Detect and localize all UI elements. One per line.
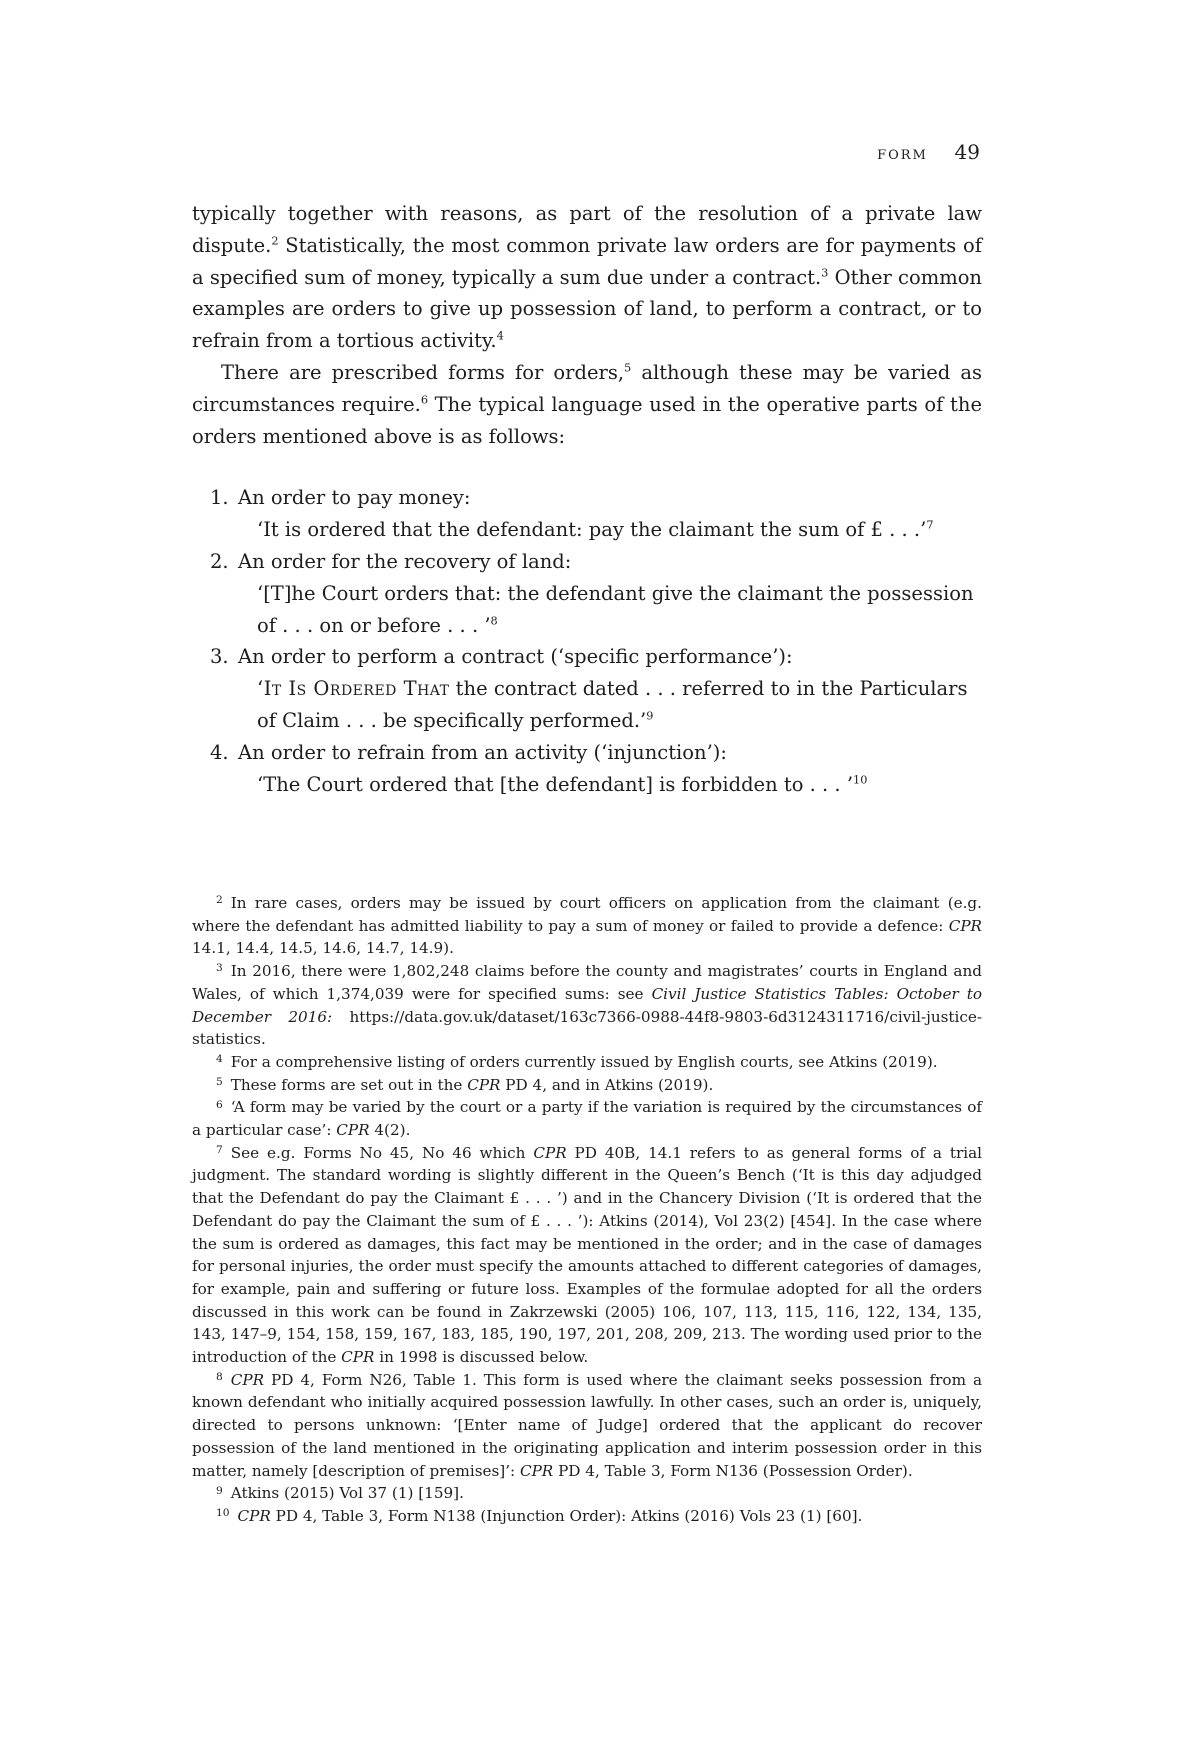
footnote-number: 8	[216, 1369, 223, 1383]
footnote-4	[192, 1051, 982, 1074]
footnote-ref-3: 3	[821, 266, 829, 280]
footnote-italic: CPR	[948, 916, 982, 935]
footnote-italic: CPR	[237, 1506, 271, 1525]
footnote-7	[192, 1142, 982, 1369]
footnote-8	[192, 1369, 982, 1483]
paragraph-1	[192, 198, 982, 357]
paragraph-1-text: Other common examples are orders to give up possession of land, to perform a contract, or to refrain from a tortious activity.	[192, 265, 982, 353]
list-item	[192, 737, 982, 801]
footnote-ref-4: 4	[496, 329, 504, 343]
footnote-italic: CPR	[533, 1143, 567, 1162]
footnote-italic: Civil Justice Statistics Tables: October to December 2016:	[192, 984, 983, 1026]
footnote-text: In rare cases, orders may be issued by court officers on application from the claimant (e.g. where the defendant has admitted liability to pay a sum of money or failed to provide a defence:	[192, 894, 982, 935]
footnote-text: Atkins (2015) Vol 37 (1) [159].	[230, 1484, 464, 1503]
footnote-number: 5	[216, 1074, 223, 1088]
footnote-9	[192, 1482, 982, 1505]
list-item-number: 4.	[210, 740, 229, 764]
order-quote: the contract dated . . . referred to in the Particulars of Claim . . . be specifically performed.’	[257, 677, 968, 732]
footnote-6	[192, 1096, 982, 1141]
paragraph-2-text: There are prescribed forms for orders,	[221, 360, 625, 384]
footnotes	[192, 892, 982, 1528]
footnote-text: 4(2).	[369, 1121, 411, 1140]
list-item	[192, 482, 982, 546]
footnote-text: 14.1, 14.4, 14.5, 14.6, 14.7, 14.9).	[192, 939, 454, 958]
paragraph-1-text: Statistically, the most common private law orders are for payments of a specified sum of money, typically a sum due under a contract.	[192, 233, 982, 289]
order-list	[192, 482, 982, 800]
list-item-label: An order to pay money:	[238, 486, 471, 510]
order-quote: ‘[T]he Court orders that: the defendant give the claimant the possession of . . . on or before . . . ’	[257, 581, 974, 637]
paragraph-1-text: typically together with reasons, as part of the resolution of a private law dispute.	[192, 202, 982, 257]
footnote-number: 6	[216, 1097, 223, 1111]
footnote-text: These forms are set out in the	[230, 1075, 468, 1094]
footnote-italic: CPR	[519, 1461, 554, 1480]
footnote-text: ‘A form may be varied by the court or a party if the variation is required by the circumstances of a particular case’:	[192, 1098, 982, 1140]
footnote-ref-8: 8	[490, 614, 498, 628]
footnote-text: In 2016, there were 1,802,248 claims before the county and magistrates’ courts in England and Wales, of which 1,374,039 were for specified sums: see	[192, 962, 982, 1003]
running-head	[0, 140, 980, 164]
footnote-number: 2	[216, 893, 223, 907]
footnote-italic: CPR	[336, 1121, 370, 1140]
footnote-ref-9: 9	[646, 709, 654, 723]
list-item-number: 2.	[210, 549, 229, 573]
footnote-text: See e.g. Forms No 45, No 46 which	[230, 1143, 534, 1162]
footnote-5	[192, 1074, 982, 1097]
page-number: 49	[954, 140, 980, 164]
footnote-italic: CPR	[467, 1075, 501, 1094]
list-item	[192, 546, 982, 641]
paragraph-2-text: The typical language used in the operative parts of the orders mentioned above is as follows:	[192, 392, 982, 448]
order-quote-smallcaps: ‘It Is Ordered That	[257, 677, 450, 701]
footnote-ref-5: 5	[624, 361, 632, 375]
paragraph-2-text: although these may be varied as circumstances require.	[192, 360, 982, 416]
footnote-text: PD 4, Table 3, Form N136 (Possession Order).	[553, 1461, 913, 1480]
footnote-text: PD 40B, 14.1 refers to as general forms of a trial judgment. The standard wording is slightly different in the Queen’s Bench (‘It is this day adjudged that the Defendant do pay the Claimant £ . . . ’) and in the Chancery Division (‘It is ordered that the Defendant do pay the Claimant the sum of £ . . . ’): Atkins (2014), Vol 23(2) [454]. In the case where the sum is ordered as damages, this fact may be mentioned in the order; and in the case of damages for personal injuries, the order must specify the amounts attached to different categories of damages, for example, pain and suffering or future loss. Examples of the formulae adopted for all the orders discussed in this work can be found in Zakrzewski (2005) 106, 107, 113, 115, 116, 122, 134, 135, 143, 147–9, 154, 158, 159, 167, 183, 185, 190, 197, 201, 208, 209, 213. The wording used prior to the introduction of the	[192, 1143, 982, 1367]
footnote-10	[192, 1505, 982, 1528]
footnote-text: https://data.gov.uk/dataset/163c7366-0988-44f8-9803-6d3124311716/civil-justice-statistics.	[192, 1007, 982, 1049]
footnote-text: PD 4, and in Atkins (2019).	[500, 1075, 714, 1094]
list-item-label: An order to perform a contract (‘specific performance’):	[238, 645, 793, 669]
order-quote: ‘The Court ordered that [the defendant] is forbidden to . . . ’	[257, 772, 854, 796]
footnote-ref-10: 10	[853, 773, 868, 787]
footnote-text: PD 4, Table 3, Form N138 (Injunction Order): Atkins (2016) Vols 23 (1) [60].	[270, 1506, 863, 1525]
running-head-title: form	[877, 143, 928, 164]
footnote-2	[192, 892, 982, 960]
footnote-number: 10	[216, 1506, 230, 1520]
list-item-number: 1.	[210, 486, 229, 510]
footnote-ref-2: 2	[271, 234, 279, 248]
footnote-number: 9	[216, 1483, 223, 1497]
footnote-italic: CPR	[341, 1348, 375, 1367]
footnote-number: 3	[216, 961, 223, 975]
paragraph-2	[192, 357, 982, 452]
footnote-text: For a comprehensive listing of orders currently issued by English courts, see Atkins (2019).	[230, 1052, 938, 1071]
list-item-number: 3.	[210, 645, 229, 669]
list-item-label: An order to refrain from an activity (‘injunction’):	[238, 740, 727, 764]
order-quote: ‘It is ordered that the defendant: pay the claimant the sum of £ . . .’	[257, 518, 927, 542]
main-body	[192, 198, 982, 800]
footnote-text: in 1998 is discussed below.	[374, 1348, 589, 1367]
footnote-number: 7	[216, 1142, 223, 1156]
footnote-italic: CPR	[230, 1370, 265, 1389]
footnote-3	[192, 960, 982, 1051]
list-item-label: An order for the recovery of land:	[238, 549, 572, 573]
footnote-ref-7: 7	[926, 518, 934, 532]
footnote-ref-6: 6	[420, 393, 428, 407]
list-item	[192, 641, 982, 736]
footnote-number: 4	[216, 1052, 223, 1066]
footnote-text: PD 4, Form N26, Table 1. This form is used where the claimant seeks possession from a known defendant who initially acquired possession lawfully. In other cases, such an order is, uniquely, directed to persons unknown: ‘[Enter name of Judge] ordered that the applicant do recover possession of the land mentioned in the originating application and interim possession order in this matter, namely [description of premises]’:	[192, 1370, 982, 1480]
